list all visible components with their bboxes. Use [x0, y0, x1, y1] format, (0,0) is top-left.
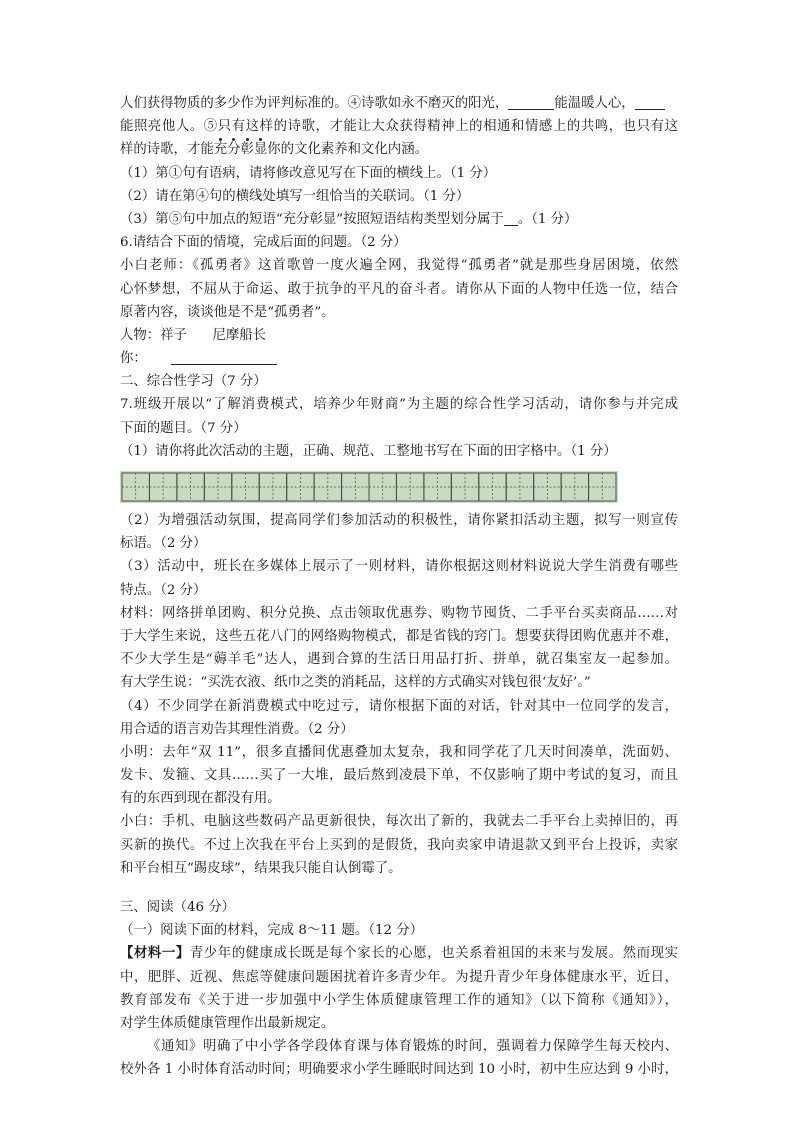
- line-text: （3）第⑤句中加点的短语“充分彰显”按照短语结构类型划分属于: [120, 211, 504, 227]
- reading-1-title: （一）阅读下面的材料，完成 8～11 题。（12 分）: [120, 923, 424, 939]
- question-6-title: 6.请结合下面的情境，完成后面的问题。（2 分）: [120, 235, 407, 251]
- text-line: [120, 138, 678, 161]
- page-content: [120, 92, 678, 1082]
- material-1-line: [120, 942, 678, 965]
- dialogue-xiaoming: 发卡、发箍、文具……买了一大堆，最后熬到凌晨下单，不仅影响了期中考试的复习，而且: [120, 768, 678, 784]
- paragraph-line: 《通知》明确了中小学各学段体育课与体育锻炼的时间，强调着力保障学生每天校内、: [147, 1039, 678, 1055]
- answer-blank[interactable]: [504, 210, 518, 226]
- text-line: 用合适的语言劝告其理性消费。（2 分）: [120, 721, 354, 737]
- text-line: 心怀梦想，不屈从于命运、敢于抗争的平凡的奋斗者。请你从下面的人物中任选一位，结合: [120, 281, 678, 297]
- answer-blank[interactable]: [508, 94, 554, 110]
- material-1-line: 教育部发布《关于进一步加强中小学生体质健康管理工作的通知》（以下简称《通知》），: [120, 992, 678, 1008]
- dialogue-xiaobai: 和平台相互“踢皮球”，结果我只能自认倒霉了。: [120, 860, 402, 876]
- emphasis-char: 显: [254, 142, 267, 157]
- section-heading: 二、综合性学习（7 分）: [120, 374, 267, 390]
- line-text: 人们获得物质的多少作为评判标准的。④诗歌如永不磨灭的阳光，: [120, 96, 509, 111]
- question-7-3: （3）活动中，班长在多媒体上展示了一则材料，请你根据这则材料说说大学生消费有哪些: [120, 559, 678, 575]
- question-7-2: （2）为增强活动氛围，提高同学们参加活动的积极性，请你紧扣活动主题，拟写一则宣传: [120, 513, 678, 528]
- material-1-label: 【材料一】: [120, 945, 190, 962]
- dialogue-xiaoming: 小明：去年“双 11”，很多直播间优惠叠加太复杂，我和同学花了几天时间凑单，洗面奶、: [120, 744, 678, 760]
- tianzige-grid[interactable]: [120, 471, 678, 503]
- paragraph-line: 校外各 1 小时体育活动时间；明确要求小学生睡眠时间达到 10 小时，初中生应达到 9 小时，: [120, 1062, 678, 1078]
- text-line: [120, 92, 678, 115]
- text-line: 标语。（2 分）: [120, 536, 207, 552]
- line-text: 样的诗歌，才能: [120, 142, 214, 158]
- text-line: 原著内容，谈谈他是不是“孤勇者”。: [120, 304, 335, 320]
- text-line: 下面的题目。（7 分）: [120, 420, 247, 436]
- line-text: 你的文化素养和文化内涵。: [267, 142, 428, 158]
- material-1-line: 对学生体质健康管理作出最新规定。: [120, 1015, 335, 1031]
- text-line: 小白老师：《孤勇者》这首歌曾一度火遍全网，我觉得“孤勇者”就是那些身居困境，依然: [120, 258, 678, 274]
- dialogue-xiaoming: 有的东西到现在都没有用。: [120, 791, 281, 807]
- line-text: 能温暖人心，: [554, 96, 635, 111]
- text-line: 能照亮他人。⑤只有这样的诗歌，才能让大众获得精神上的相通和情感上的共鸣，也只有这: [120, 119, 678, 135]
- material-1-line: 中，肥胖、近视、焦虑等健康问题困扰着许多青少年。为提升青少年身体健康水平，近日，: [120, 969, 678, 985]
- dialogue-xiaobai: 买新的换代。不过上次我在平台上买到的是假货，我向卖家申请退款又到平台上投诉，卖家: [120, 837, 678, 853]
- question-7-title: 7.班级开展以“了解消费模式，培养少年财商”为主题的综合性学习活动，请你参与并完成: [120, 397, 678, 413]
- answer-blank[interactable]: [171, 349, 277, 365]
- line-text: 青少年的健康成长既是每个家长的心愿，也关系着祖国的未来与发展。然而现实: [189, 946, 678, 962]
- emphasis-char: 分: [227, 142, 240, 157]
- material-text: 有大学生说：“买洗衣液、纸巾之类的消耗品，这样的方式确实对钱包很‘友好’。”: [120, 675, 591, 691]
- people-line: 人物：祥子 尼摩船长: [120, 327, 267, 343]
- tianzige-svg[interactable]: [120, 471, 618, 503]
- material-text: 材料：网络拼单团购、积分兑换、点击领取优惠券、购物节囤货、二手平台买卖商品……对: [120, 605, 678, 621]
- question-2: （2）请在第④句的横线处填写一组恰当的关联词。（1 分）: [120, 188, 470, 204]
- dialogue-xiaobai: 小白：手机、电脑这些数码产品更新很快，每次出了新的，我就去二手平台上卖掉旧的，再: [120, 814, 678, 830]
- question-1: （1）第①句有语病，请将修改意见写在下面的横线上。（1 分）: [120, 165, 497, 181]
- question-3: [120, 208, 678, 231]
- question-7-1: （1）请你将此次活动的主题，正确、规范、工整地书写在下面的田字格中。（1 分）: [120, 443, 617, 459]
- emphasis-char: 充: [214, 142, 227, 157]
- line-text: 你：: [120, 351, 147, 367]
- answer-line: [120, 347, 678, 370]
- material-text: 不少大学生是“薅羊毛”达人，遇到合算的生活日用品打折、拼单，就召集室友一起参加。: [120, 652, 678, 668]
- question-7-4: （4）不少同学在新消费模式中吃过亏，请你根据下面的对话，针对其中一位同学的发言，: [120, 698, 678, 714]
- emphasis-char: 彰: [241, 142, 254, 157]
- answer-blank[interactable]: [635, 94, 665, 110]
- text-line: 特点。（2 分）: [120, 582, 207, 598]
- line-text: 。（1 分）: [517, 211, 578, 227]
- section-heading: 三、阅读（46 分）: [120, 900, 236, 915]
- material-text: 于大学生来说，这些五花八门的网络购物模式，都是省钱的窍门。想要获得团购优惠并不难，: [120, 628, 678, 644]
